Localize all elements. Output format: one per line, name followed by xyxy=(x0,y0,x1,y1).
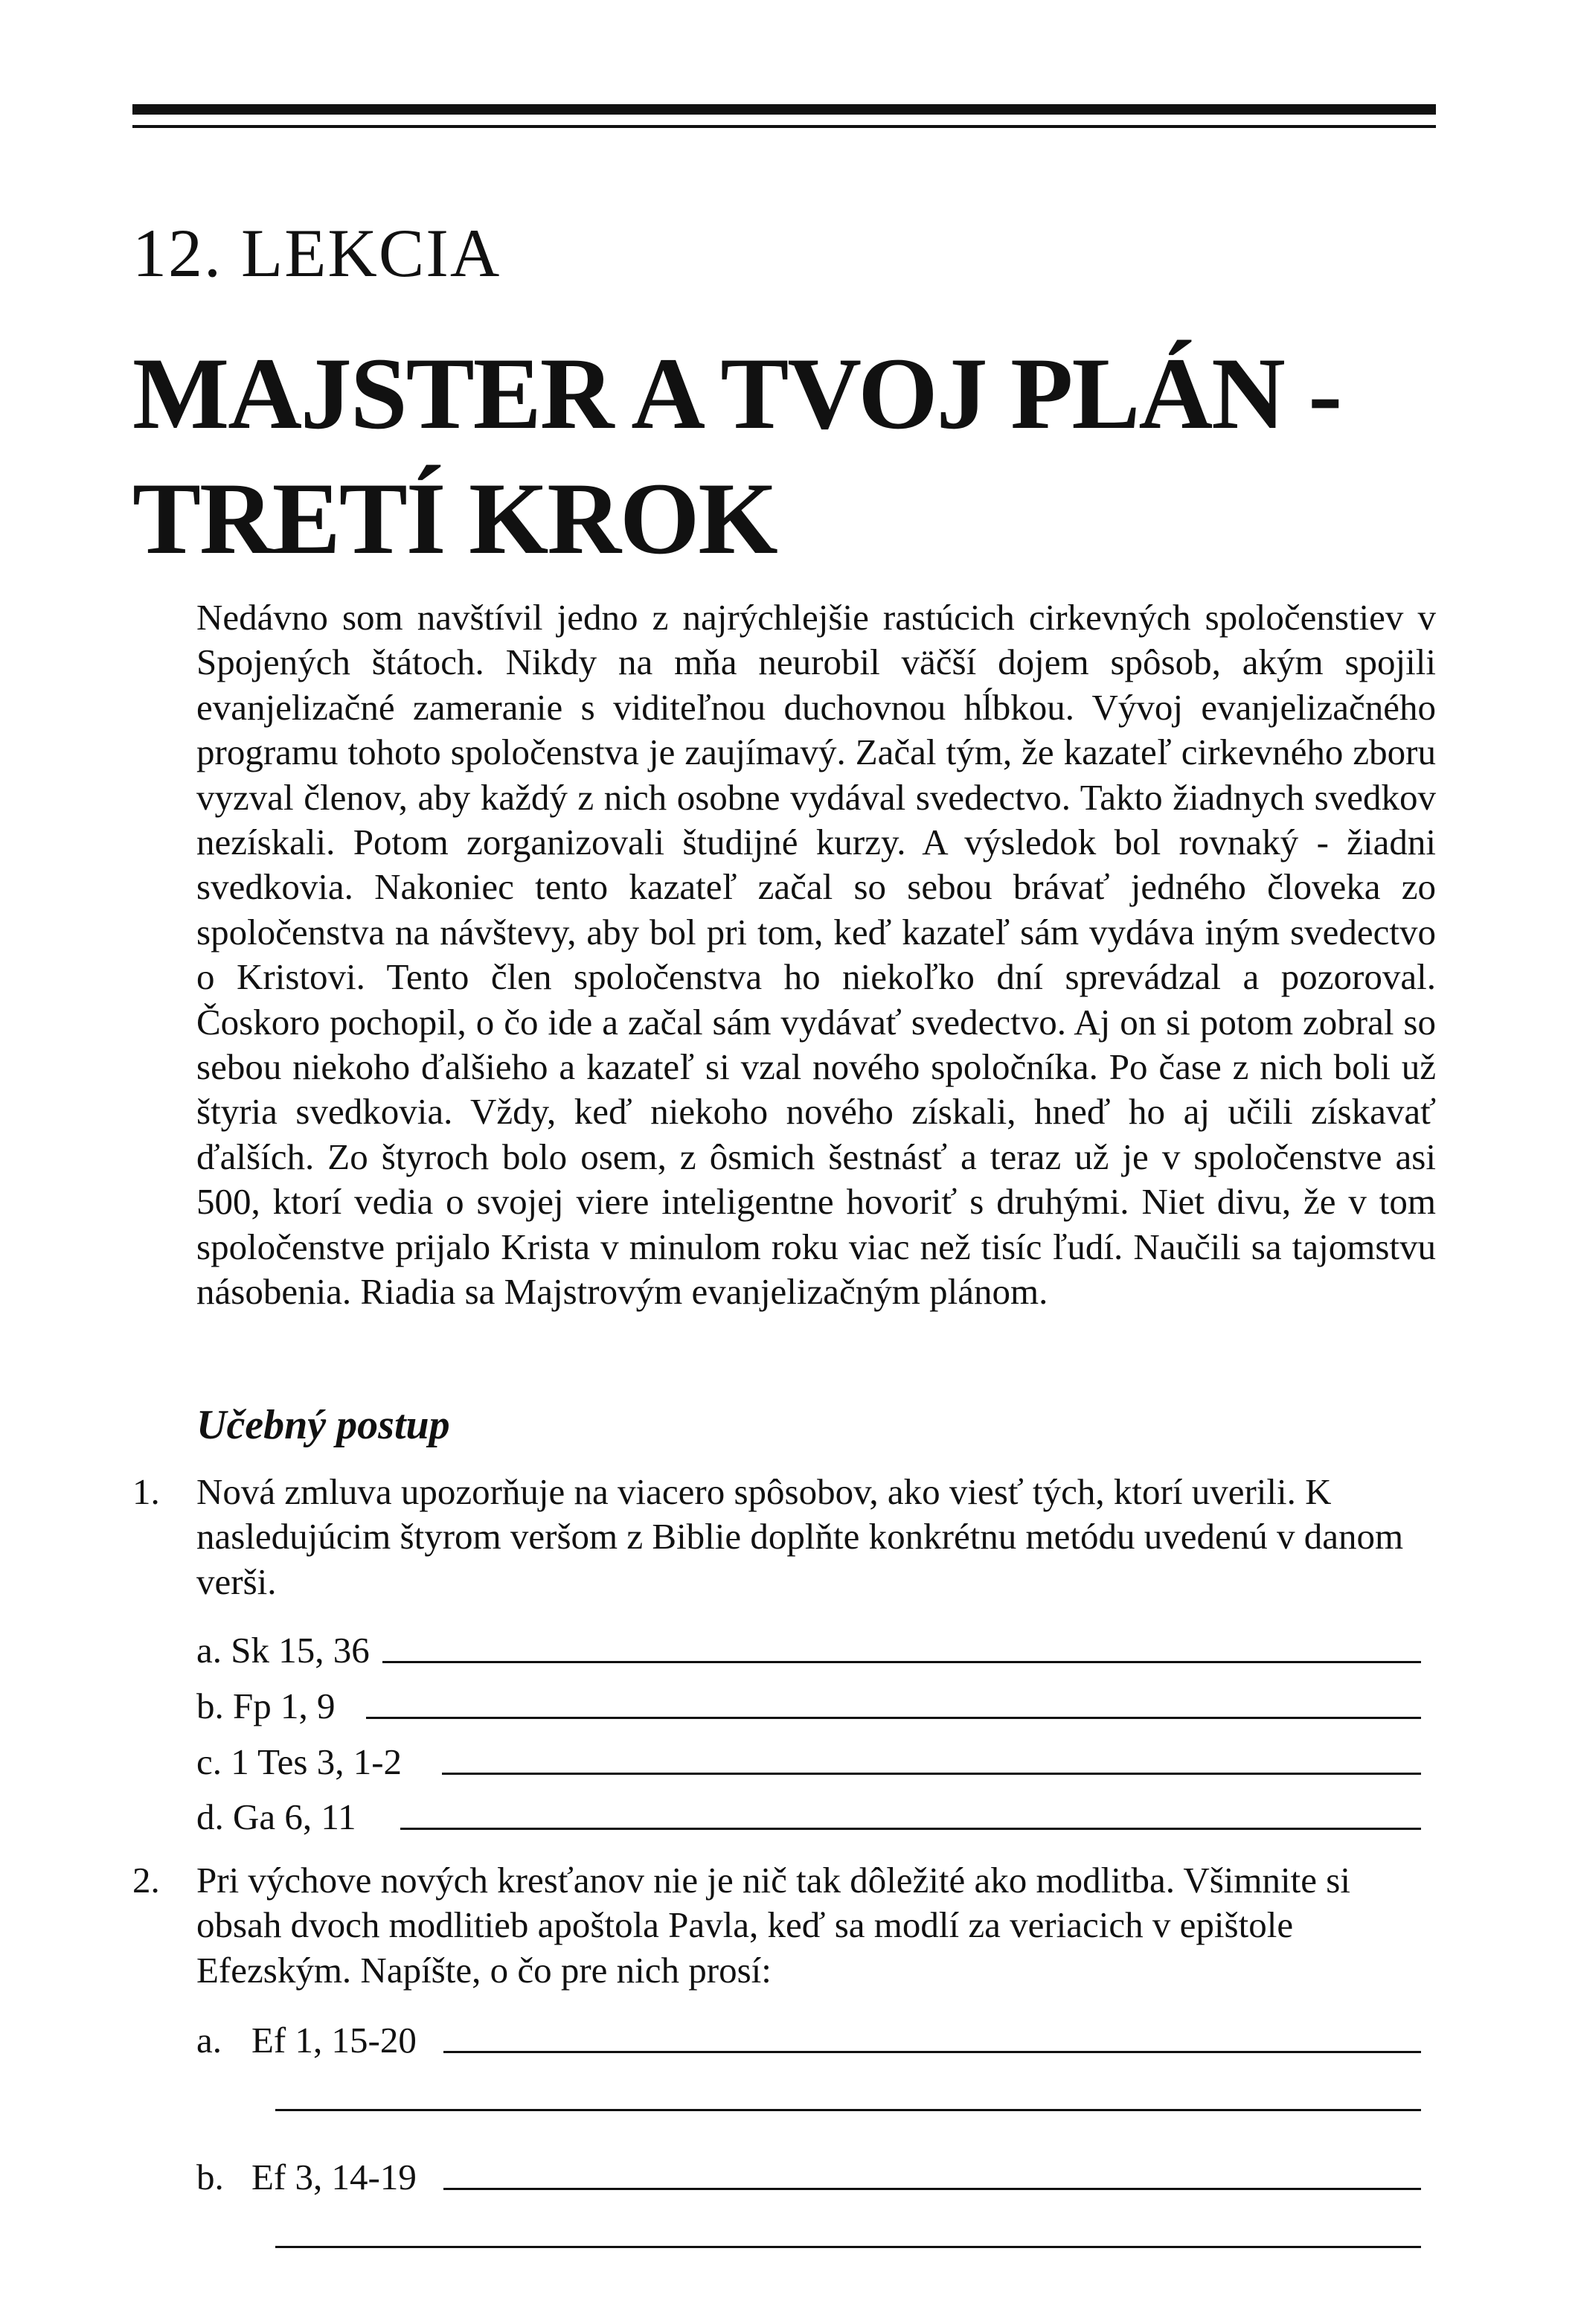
answer-2a-letter: a. xyxy=(196,2020,222,2061)
lesson-label: 12. LEKCIA xyxy=(132,215,501,291)
answer-1c-line[interactable] xyxy=(442,1773,1421,1775)
answer-2a-line-2[interactable] xyxy=(275,2109,1421,2111)
answer-1d-label: d. Ga 6, 11 xyxy=(196,1796,356,1837)
question-2-text: Pri výchove nových kresťanov nie je nič tak dôležité ako modlitba. Všimnite si obsah dvoch modlitieb apoštola Pavla, keď sa modlí za veriacich v epištole Efezským. Napíšte, o čo pre nich prosí: xyxy=(196,1860,1350,1991)
header-rule-thick xyxy=(132,104,1436,115)
answer-1a-line[interactable] xyxy=(382,1661,1421,1663)
lesson-title-line-1: MAJSTER A TVOJ PLÁN - xyxy=(132,336,1341,450)
lesson-title xyxy=(132,331,1341,581)
answer-2a-line[interactable] xyxy=(443,2051,1421,2053)
answer-1d-line[interactable] xyxy=(400,1828,1421,1830)
intro-paragraph: Nedávno som navštívil jedno z najrýchlejšie rastúcich cirkevných spoločenstiev v Spojených štátoch. Nikdy na mňa neurobil väčší dojem spôsob, akým spojili evanjelizačné zameranie s viditeľnou duchovnou hĺbkou. Vývoj evanjelizačného programu tohoto spoločenstva je zaujímavý. Začal tým, že kazateľ cirkevného zboru vyzval členov, aby každý z nich osobne vydával svedectvo. Takto žiadnych svedkov nezískali. Potom zorganizovali študijné kurzy. A výsledok bol rovnaký - žiadni svedkovia. Nakoniec tento kazateľ začal so sebou brávať jedného človeka zo spoločenstva na návštevy, aby bol pri tom, keď kazateľ sám vydáva iným svedectvo o Kristovi. Tento člen spoločenstva ho niekoľko dní sprevádzal a pozoroval. Čoskoro pochopil, o čo ide a začal sám vydávať svedectvo. Aj on si potom zobral so sebou niekoho ďalšieho a kazateľ si vzal nového spoločníka. Po čase z nich boli už štyria svedkovia. Vždy, keď niekoho nového získali, hneď ho aj učili získavať ďalších. Zo štyroch bolo osem, z ôsmich šestnásť a teraz už je v spoločenstve asi 500, ktorí vedia o svojej viere inteligentne hovoriť s druhými. Niet divu, že v tom spoločenstve prijalo Krista v minulom roku viac než tisíc ľudí. Naučili sa tajomstvu násobenia. Riadia sa Majstrovým evanjelizačným plánom. xyxy=(196,597,1436,1313)
header-rule-thin xyxy=(132,125,1436,128)
answer-2b-letter: b. xyxy=(196,2157,224,2197)
answer-2b-line[interactable] xyxy=(443,2188,1421,2190)
question-1-text: Nová zmluva upozorňuje na viacero spôsobov, ako viesť tých, ktorí uverili. K nasledujúcim štyrom veršom z Biblie doplňte konkrétnu metódu uvedenú v danom verši. xyxy=(196,1471,1404,1602)
answer-2b-line-2[interactable] xyxy=(275,2246,1421,2248)
answer-1a-label: a. Sk 15, 36 xyxy=(196,1630,370,1671)
lesson-title-line-2: TRETÍ KROK xyxy=(132,461,777,575)
question-1-number: 1. xyxy=(132,1471,160,1512)
answer-2a-ref: Ef 1, 15-20 xyxy=(251,2020,417,2061)
question-2-number: 2. xyxy=(132,1860,160,1901)
section-heading: Učebný postup xyxy=(196,1402,450,1448)
answer-1c-label: c. 1 Tes 3, 1-2 xyxy=(196,1741,403,1782)
answer-1b-label: b. Fp 1, 9 xyxy=(196,1686,336,1726)
answer-1b-line[interactable] xyxy=(366,1717,1421,1719)
answer-2b-ref: Ef 3, 14-19 xyxy=(251,2157,417,2197)
